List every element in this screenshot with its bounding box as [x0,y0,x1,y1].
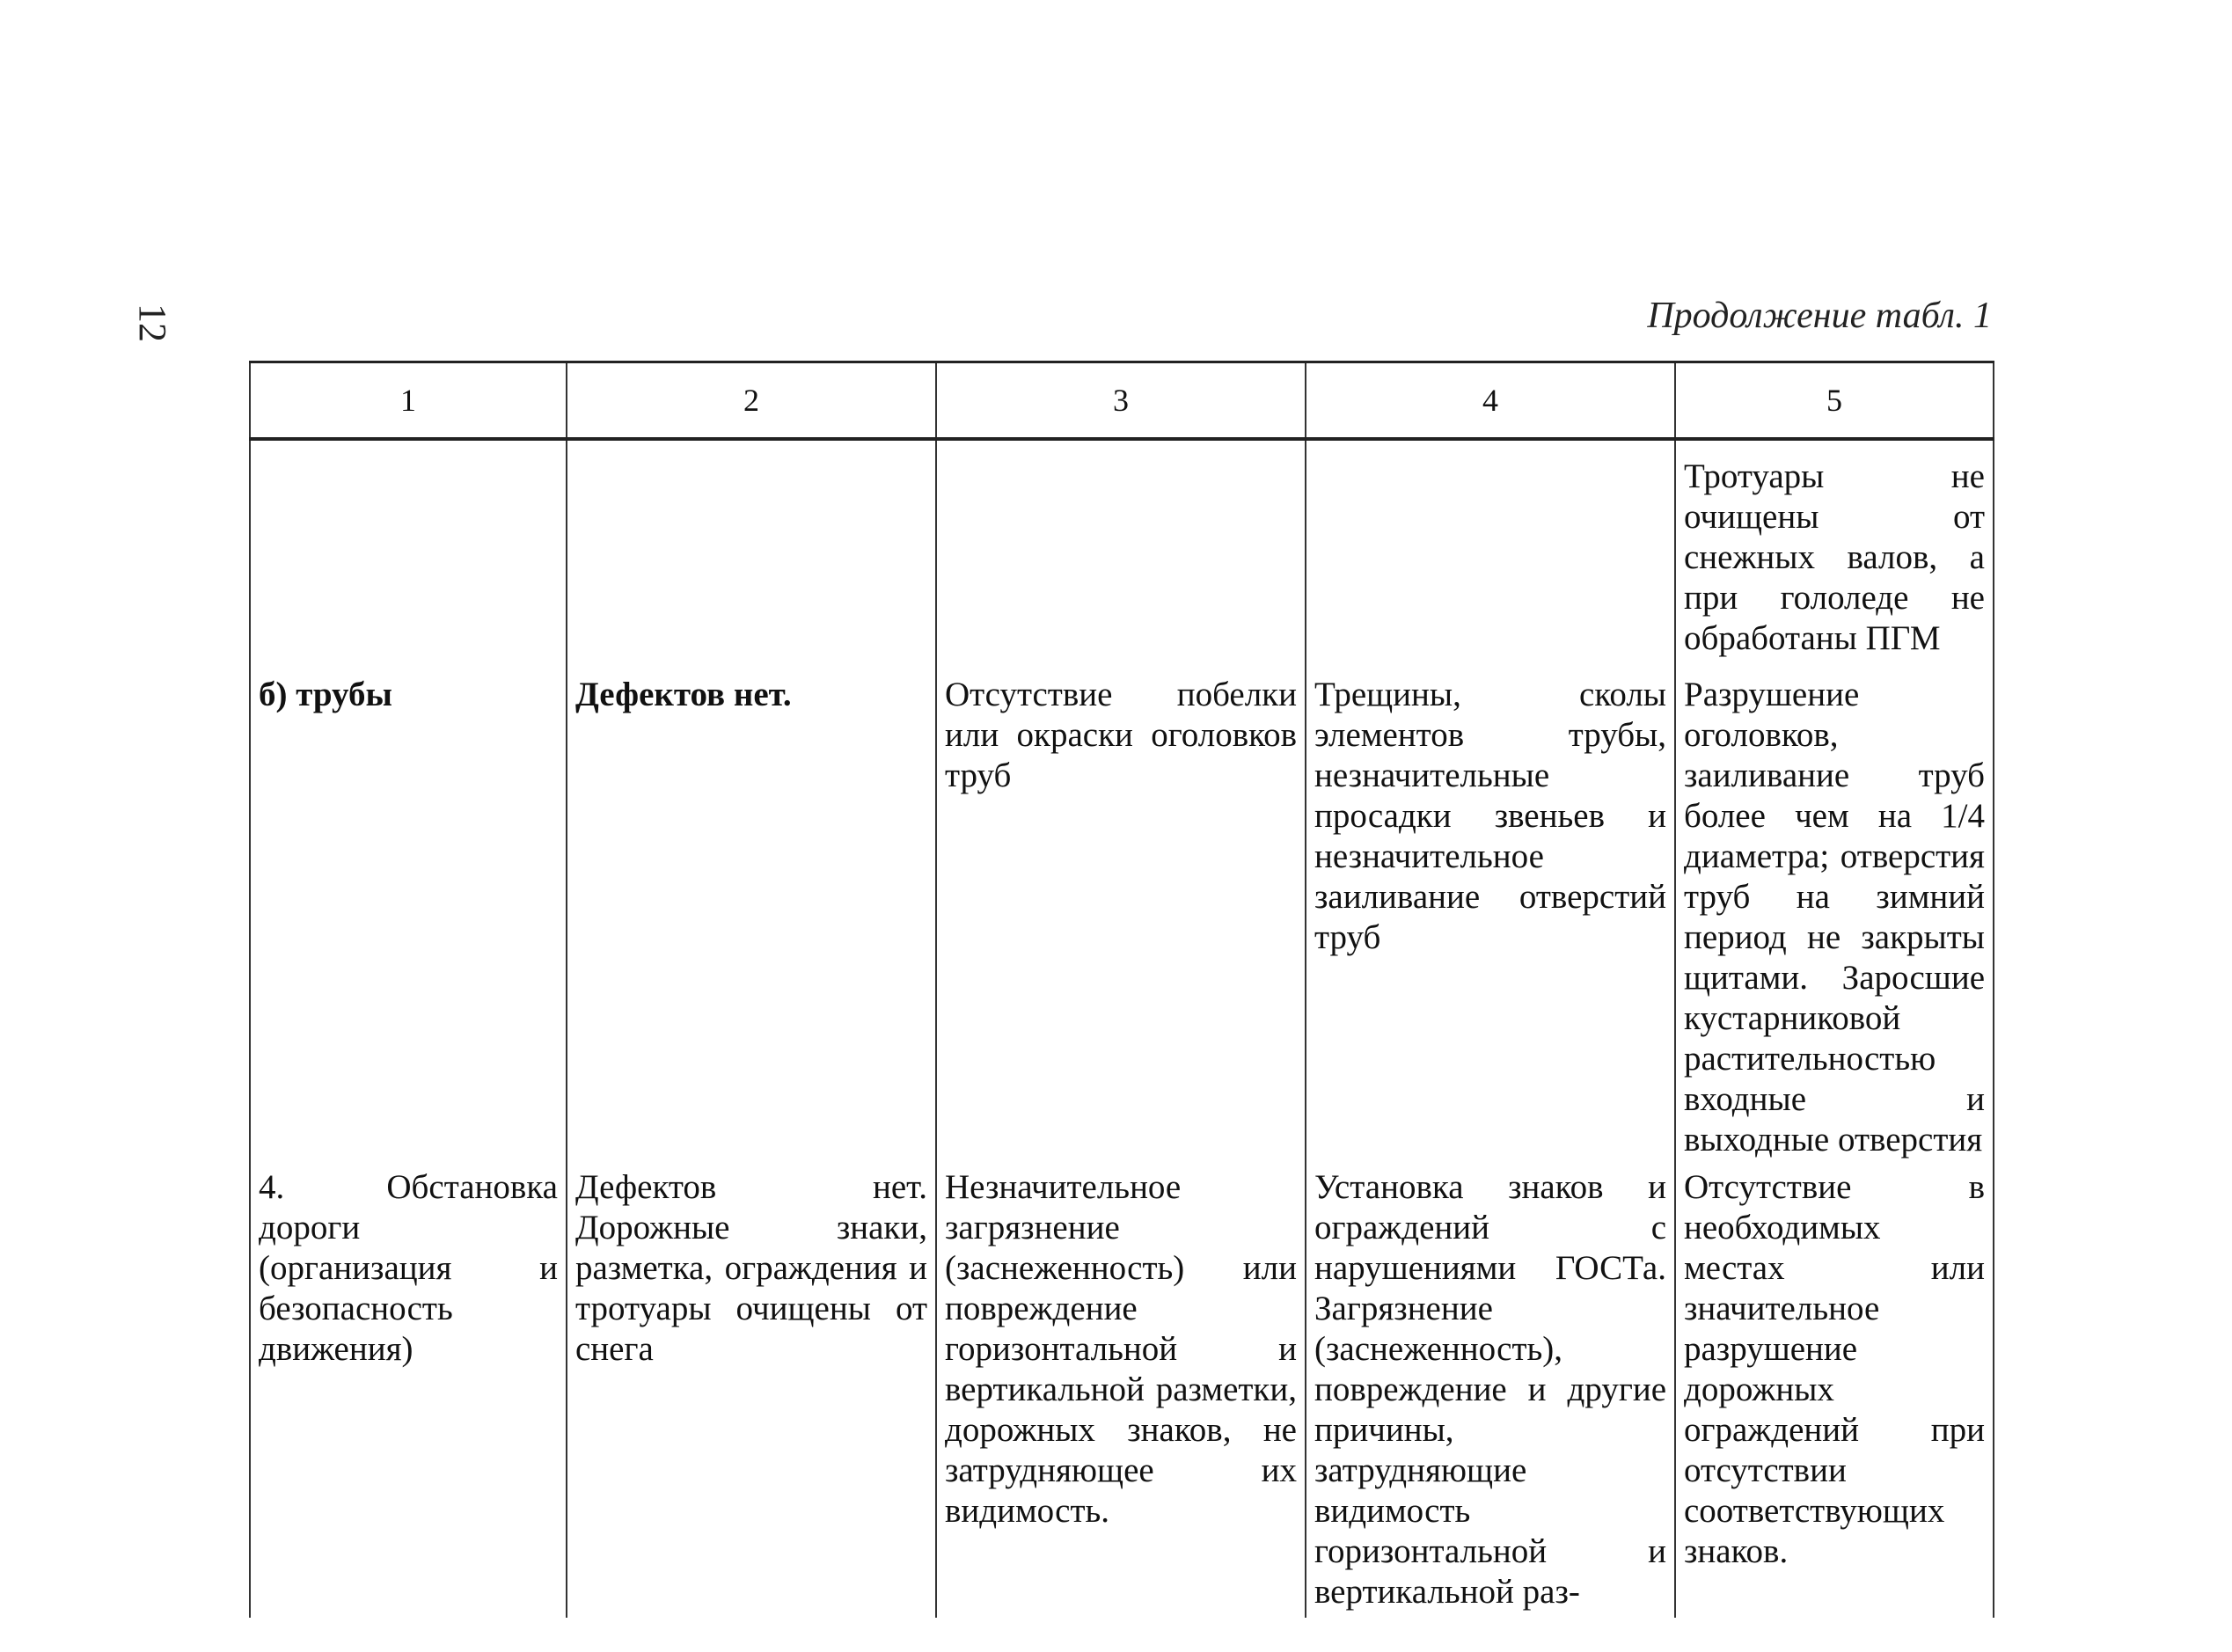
table-row [250,439,1994,673]
table-cell: Дефектов нет. Дорожные знаки, разметка, ограждения и тротуары очищены от снега [567,1166,936,1618]
table-cell: Отсутствие побелки или окраски оголовков труб [936,673,1306,1166]
table-cell: б) трубы [250,673,567,1166]
table-cell [567,439,936,673]
table-cell [250,439,567,673]
column-header-2: 2 [567,362,936,440]
column-header-3: 3 [936,362,1306,440]
table-cell: Отсутствие в необходимых местах или значительное разрушение дорожных ограждений при отсутствии соответствующих знаков. [1675,1166,1994,1618]
table-cell: Тротуары не очищены от снежных валов, а при гололеде не обработаны ПГМ [1675,439,1994,673]
table-row [250,1166,1994,1618]
defects-table [249,361,1994,1618]
table-cell [936,439,1306,673]
table-continuation-label: Продолжение табл. 1 [1647,296,1992,336]
table-cell: 4. Обстановка дороги (организация и безопасность движения) [250,1166,567,1618]
table-row [250,673,1994,1166]
table-cell [1306,439,1675,673]
table-header-row [250,362,1994,440]
table-cell: Установка знаков и ограждений с нарушениями ГОСТа. Загрязнение (заснеженность), повреждение и другие причины, затрудняющие видимость горизонтальной и вертикальной раз- [1306,1166,1675,1618]
column-header-5: 5 [1675,362,1994,440]
column-header-4: 4 [1306,362,1675,440]
table-cell: Дефектов нет. [567,673,936,1166]
table-cell: Трещины, сколы элементов трубы, незначительные просадки звеньев и незначительное заиливание отверстий труб [1306,673,1675,1166]
table-cell: Разрушение оголовков, заиливание труб более чем на 1/4 диаметра; отверстия труб на зимний период не закрыты щитами. Заросшие кустарниковой растительностью входные и выходные отверстия [1675,673,1994,1166]
page-number: 12 [131,303,174,342]
table-cell: Незначительное загрязнение (заснеженность) или повреждение горизонтальной и вертикальной разметки, дорожных знаков, не затрудняющее их видимость. [936,1166,1306,1618]
column-header-1: 1 [250,362,567,440]
